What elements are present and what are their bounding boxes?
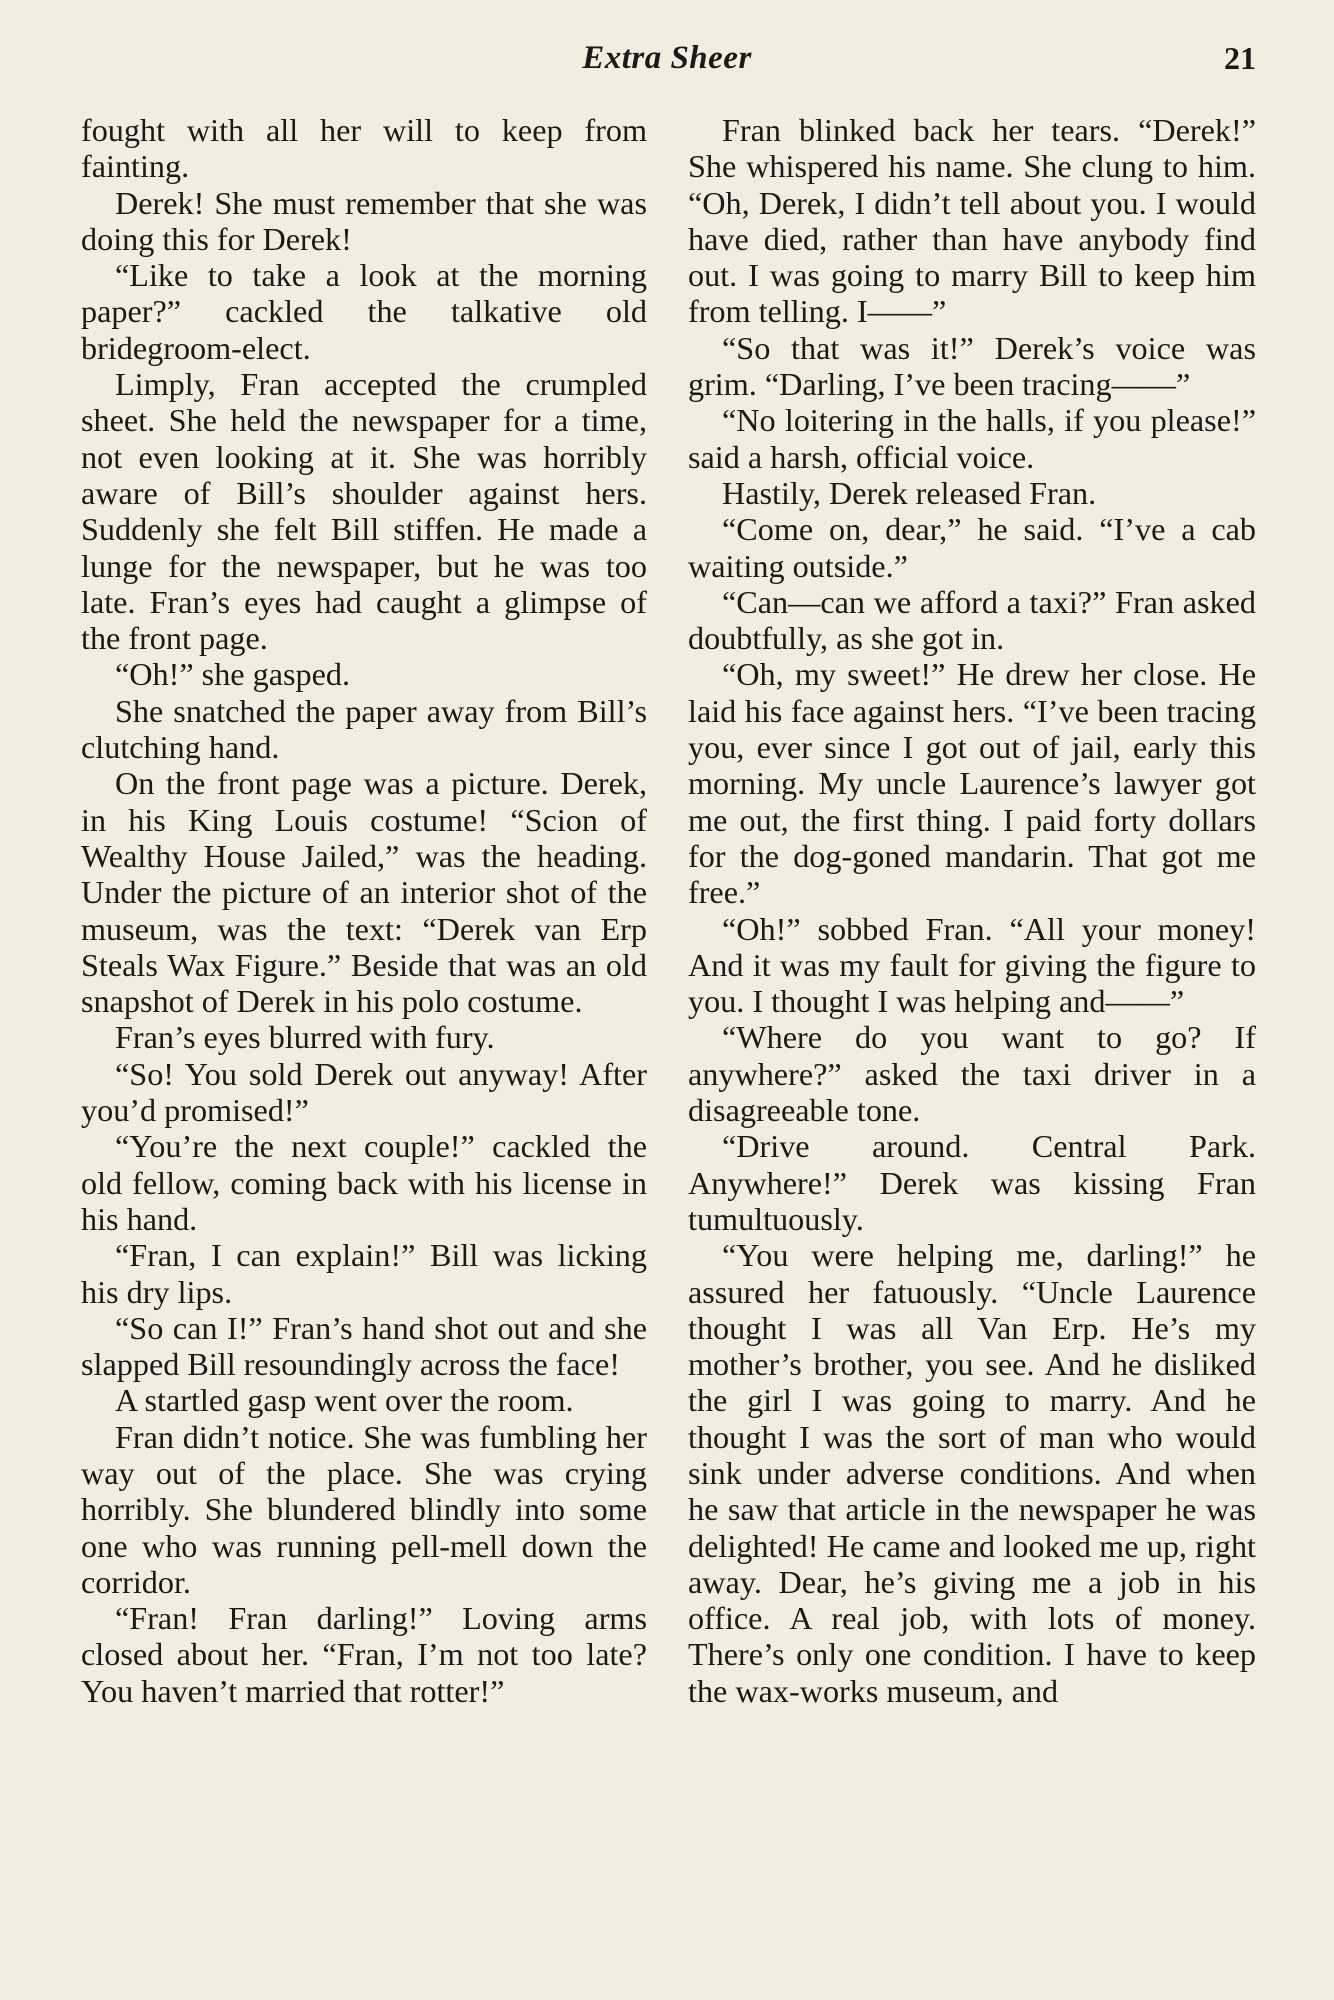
left-text-column [81, 112, 647, 1709]
paragraph: fought with all her will to keep from fainting. [81, 112, 647, 185]
paragraph: Derek! She must remember that she was doing this for Derek! [81, 184, 647, 257]
running-head [0, 40, 1334, 86]
paragraph: “Fran, I can explain!” Bill was licking his dry lips. [81, 1237, 647, 1310]
paragraph: Fran blinked back her tears. “Derek!” She whispered his name. She clung to him. “Oh, Derek, I didn’t tell about you. I would have died, rather than have anybody find out. I was going to marry Bill to keep him from telling. I——” [688, 112, 1256, 330]
paragraph: “Where do you want to go? If anywhere?” asked the taxi driver in a disagreeable tone. [688, 1019, 1256, 1129]
paragraph: On the front page was a picture. Derek, in his King Louis costume! “Scion of Wealthy House Jailed,” was the heading. Under the picture of an interior shot of the museum, was the text: “Derek van Erp Steals Wax Figure.” Beside that was an old snapshot of Derek in his polo costume. [81, 765, 647, 1020]
paragraph: She snatched the paper away from Bill’s clutching hand. [81, 692, 647, 766]
paragraph: Fran didn’t notice. She was fumbling her way out of the place. She was crying horribly. She blundered blindly into some one who was running pell-mell down the corridor. [81, 1418, 647, 1600]
paragraph: “You’re the next couple!” cackled the old fellow, coming back with his license in his hand. [81, 1128, 647, 1237]
paragraph: “Oh!” sobbed Fran. “All your money! And it was my fault for giving the figure to you. I thought I was helping and——” [688, 910, 1256, 1020]
paragraph: “You were helping me, darling!” he assured her fatuously. “Uncle Laurence thought I was all Van Erp. He’s my mother’s brother, you see. And he disliked the girl I was going to marry. And he thought I was the sort of man who would sink under adverse conditions. And when he saw that article in the newspaper he was delighted! He came and looked me up, right away. Dear, he’s giving me a job in his office. A real job, with lots of money. There’s only one condition. I have to keep the wax-works museum, and [688, 1237, 1256, 1709]
paragraph: “Fran! Fran darling!” Loving arms closed about her. “Fran, I’m not too late? You haven’t married that rotter!” [81, 1600, 647, 1709]
paragraph: “So! You sold Derek out anyway! After you’d promised!” [81, 1055, 647, 1129]
paragraph: “Can—can we afford a taxi?” Fran asked doubtfully, as she got in. [688, 583, 1256, 657]
paragraph: Limply, Fran accepted the crumpled sheet. She held the newspaper for a time, not even looking at it. She was horribly aware of Bill’s shoulder against hers. Suddenly she felt Bill stiffen. He made a lunge for the newspaper, but he was too late. Fran’s eyes had caught a glimpse of the front page. [81, 366, 647, 657]
paragraph: “Come on, dear,” he said. “I’ve a cab waiting outside.” [688, 511, 1256, 584]
paragraph: “Like to take a look at the morning paper?” cackled the talkative old bridegroom-elect. [81, 257, 647, 366]
right-text-column [688, 112, 1256, 1709]
paragraph: “So can I!” Fran’s hand shot out and she slapped Bill resoundingly across the face! [81, 1309, 647, 1383]
running-title: Extra Sheer [582, 40, 752, 76]
paragraph: “So that was it!” Derek’s voice was grim. “Darling, I’ve been tracing——” [688, 329, 1256, 403]
paragraph: “Drive around. Central Park. Anywhere!” Derek was kissing Fran tumultuously. [688, 1128, 1256, 1237]
paragraph: A startled gasp went over the room. [115, 1382, 574, 1419]
paragraph: Hastily, Derek released Fran. [722, 474, 1097, 511]
paragraph: “No loitering in the halls, if you please!” said a harsh, official voice. [688, 402, 1256, 475]
page-number: 21 [1224, 40, 1256, 76]
paragraph: “Oh, my sweet!” He drew her close. He laid his face against hers. “I’ve been tracing you, ever since I got out of jail, early this morning. My uncle Laurence’s lawyer got me out, the first thing. I paid forty dollars for the dog-goned mandarin. That got me free.” [688, 656, 1256, 911]
paragraph: Fran’s eyes blurred with fury. [115, 1019, 495, 1056]
paragraph: “Oh!” she gasped. [115, 656, 351, 693]
